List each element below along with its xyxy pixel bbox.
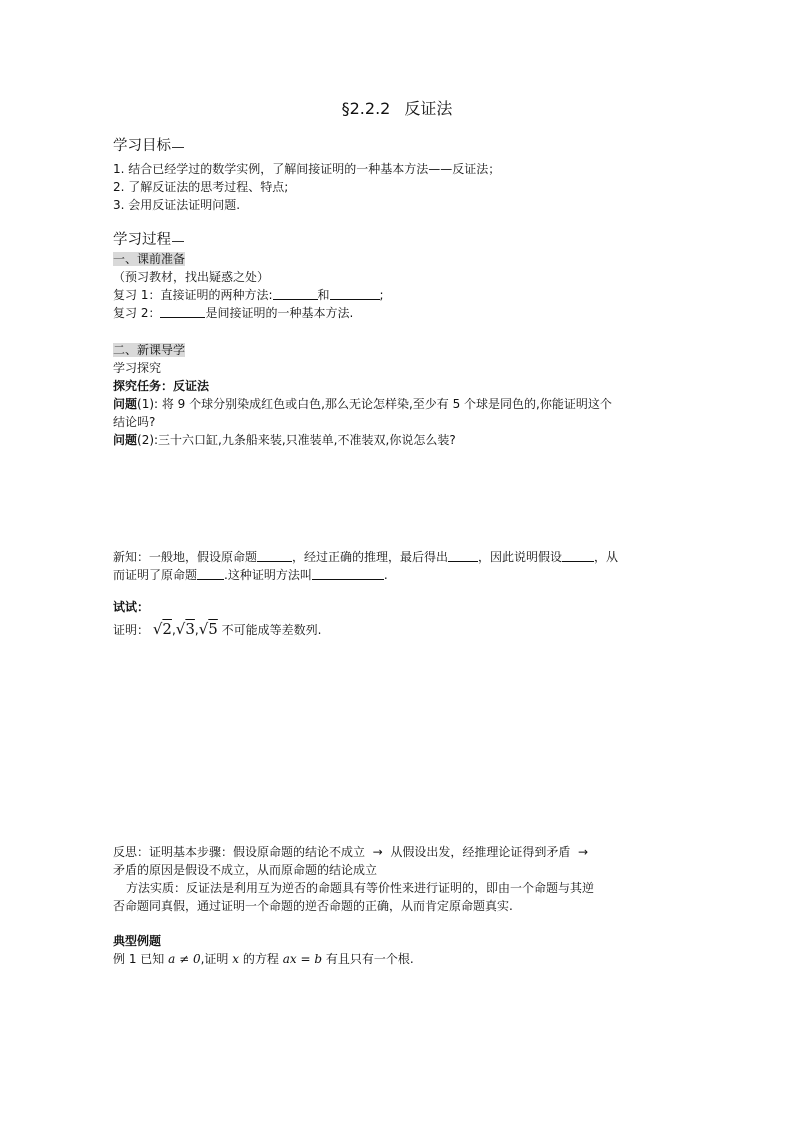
goal-item-3: 3. 会用反证法证明问题. (113, 198, 241, 212)
newknow-blank-4 (197, 567, 224, 580)
newknow-blank-3 (562, 549, 594, 562)
example-1: 例 1 已知 a ≠ 0,证明 x 的方程 ax = b 有且只有一个根. (113, 952, 414, 966)
reflection-line-1: 反思：证明基本步骤：假设原命题的结论不成立 → 从假设出发，经推理论证得到矛盾 → (113, 845, 589, 859)
trial-label: 试试： (113, 600, 150, 614)
variable-math: x (232, 952, 240, 966)
condition-math: a ≠ 0 (168, 952, 201, 966)
goals-heading: 学习目标 (113, 136, 184, 156)
review-1: 复习 1：直接证明的两种方法: 和 ; (113, 288, 384, 302)
examples-heading: 典型例题 (113, 934, 162, 948)
sqrt-5: √5 (198, 620, 218, 638)
trial-statement: 证明： √2,√3,√5 不可能成等差数列. (113, 620, 322, 638)
new-knowledge-line-1: 新知：一般地，假设原命题 ，经过正确的推理，最后得出 ，因此说明假设 ，从 (113, 550, 619, 564)
goal-item-2: 2. 了解反证法的思考过程、特点; (113, 180, 289, 194)
newknow-blank-1 (257, 549, 292, 562)
method-essence-line-2: 否命题同真假，通过证明一个命题的逆否命题的正确，从而肯定原命题真实. (113, 899, 513, 913)
newknow-blank-5 (312, 567, 384, 580)
method-essence-line-1: 方法实质：反证法是利用互为逆否的命题具有等价性来进行证明的，即由一个命题与其逆 (126, 881, 595, 895)
equation-math: ax = b (282, 952, 323, 966)
review-2-blank (160, 305, 205, 318)
review-2: 复习 2： 是间接证明的一种基本方法. (113, 306, 354, 320)
question-2: 问题(2):三十六口缸,九条船来装,只准装单,不准装双,你说怎么装? (113, 433, 456, 447)
goal-item-1: 1. 结合已经学过的数学实例，了解间接证明的一种基本方法——反证法； (113, 162, 501, 176)
question-1: 问题(1): 将 9 个球分别染成红色或白色,那么无论怎样染,至少有 5 个球是同色的,你能证明这个 (113, 397, 612, 411)
part1-note: （预习教材，找出疑惑之处） (113, 270, 270, 284)
question-1-cont: 结论吗? (113, 415, 156, 429)
review-1-blank-a (273, 287, 318, 300)
section-number: §2.2.2 (341, 99, 391, 118)
page-title (0, 98, 794, 120)
arrow-icon: → (372, 845, 383, 859)
part1-heading: 一、课前准备 (113, 252, 186, 266)
process-heading: 学习过程 (113, 230, 184, 250)
part2-sub: 学习探究 (113, 361, 162, 375)
review-1-blank-b (330, 287, 380, 300)
part2-heading: 二、新课导学 (113, 343, 186, 357)
reflection-line-2: 矛盾的原因是假设不成立，从而原命题的结论成立 (113, 863, 378, 877)
section-name: 反证法 (404, 99, 453, 118)
new-knowledge-line-2: 而证明了原命题 .这种证明方法叫 . (113, 568, 388, 582)
arrow-icon: → (578, 845, 589, 859)
sqrt-3: √3 (175, 620, 195, 638)
explore-task: 探究任务：反证法 (113, 379, 210, 393)
sqrt-2: √2 (152, 620, 172, 638)
newknow-blank-2 (448, 549, 478, 562)
